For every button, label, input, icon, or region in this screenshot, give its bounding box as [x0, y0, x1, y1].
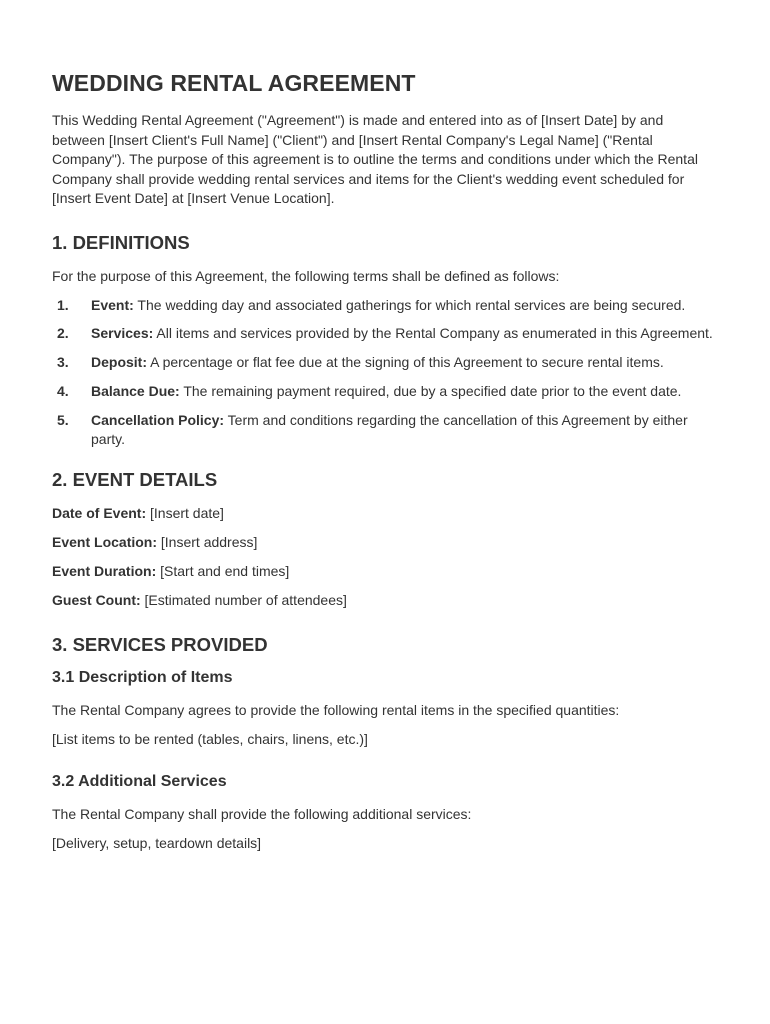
definition-term: Services:	[91, 325, 154, 342]
definition-item	[52, 353, 720, 373]
definition-item	[52, 296, 720, 316]
spacer	[52, 759, 720, 773]
document-title: WEDDING RENTAL AGREEMENT	[52, 70, 416, 96]
definitions-list	[52, 296, 720, 450]
definition-text: Term and conditions regarding the cancellation of this Agreement by either party.	[91, 411, 688, 448]
spacer	[52, 620, 720, 634]
definition-term: Balance Due:	[91, 382, 180, 399]
definition-text: A percentage or flat fee due at the signing of this Agreement to secure rental items.	[147, 354, 664, 371]
definition-number: 4.	[57, 382, 69, 399]
definition-text: All items and services provided by the Rental Company as enumerated in this Agreement.	[153, 325, 713, 342]
definition-item	[52, 324, 720, 344]
guest-count-field	[52, 591, 720, 611]
additional-services-text: The Rental Company shall provide the following additional services:	[52, 805, 472, 822]
definition-term: Event:	[91, 296, 134, 313]
description-placeholder: [List items to be rented (tables, chairs, linens, etc.)]	[52, 730, 368, 747]
field-label: Event Duration:	[52, 562, 157, 579]
definition-item	[52, 411, 720, 450]
definition-text: The remaining payment required, due by a specified date prior to the event date.	[179, 382, 682, 399]
event-date-field	[52, 504, 720, 524]
additional-services-heading: 3.2 Additional Services	[52, 772, 227, 790]
document-page	[52, 70, 720, 863]
definition-number: 3.	[57, 354, 69, 371]
field-value: [Estimated number of attendees]	[140, 591, 347, 608]
field-label: Event Location:	[52, 533, 158, 550]
definition-number: 1.	[57, 296, 69, 313]
intro-paragraph: This Wedding Rental Agreement ("Agreement") is made and entered into as of [Insert Date] by and between [Insert Client's Full Name] ("Client") and [Insert Rental Company's Legal Name] ("Rental Company"). The purpose of this agreement is to outline the terms and conditions under which the Rental Company shall provide wedding rental services and items for the Client's wedding event scheduled for [Insert Event Date] at [Insert Venue Location].	[52, 112, 698, 207]
definition-text: The wedding day and associated gatherings for which rental services are being secured.	[133, 296, 686, 313]
event-duration-field	[52, 562, 720, 582]
field-value: [Insert address]	[157, 533, 258, 550]
services-heading: 3. SERVICES PROVIDED	[52, 633, 268, 655]
definition-number: 5.	[57, 411, 69, 428]
definition-term: Cancellation Policy:	[91, 411, 225, 428]
additional-services-placeholder: [Delivery, setup, teardown details]	[52, 834, 262, 851]
definition-number: 2.	[57, 325, 69, 342]
definitions-heading: 1. DEFINITIONS	[52, 231, 190, 253]
field-label: Date of Event:	[52, 504, 147, 521]
description-heading: 3.1 Description of Items	[52, 668, 233, 686]
definition-term: Deposit:	[91, 354, 147, 371]
description-text: The Rental Company agrees to provide the following rental items in the specified quantities:	[52, 701, 620, 718]
field-value: [Start and end times]	[156, 562, 290, 579]
definition-item	[52, 382, 720, 402]
field-value: [Insert date]	[146, 504, 224, 521]
definitions-lead: For the purpose of this Agreement, the following terms shall be defined as follows:	[52, 267, 560, 284]
event-details-heading: 2. EVENT DETAILS	[52, 468, 218, 490]
event-location-field	[52, 533, 720, 553]
field-label: Guest Count:	[52, 591, 141, 608]
